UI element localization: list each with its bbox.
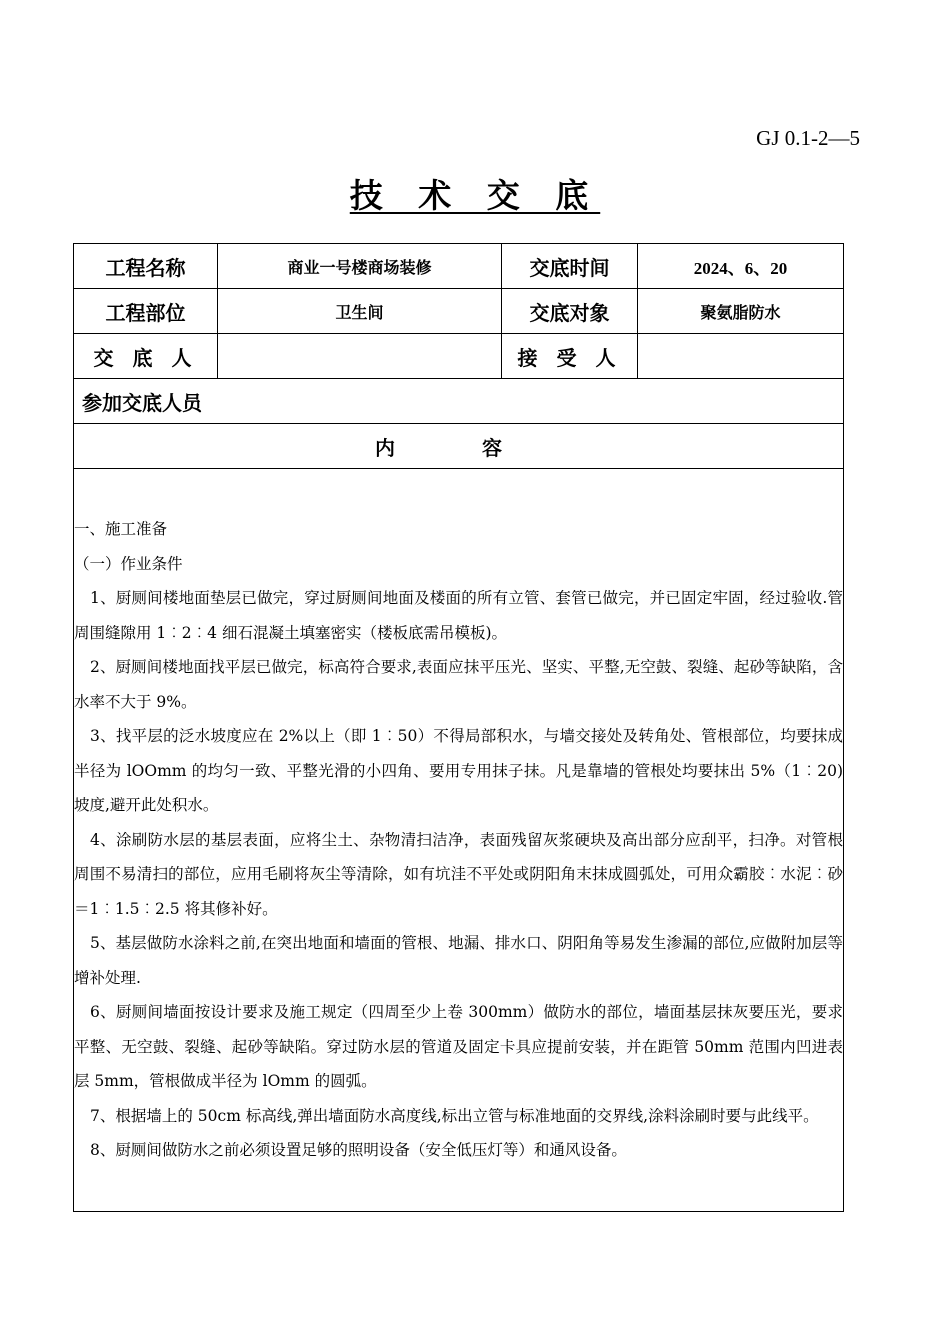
giver-value: [218, 334, 502, 379]
date-value: 2024、6、20: [638, 244, 844, 289]
disclosure-form: [73, 243, 844, 1212]
content-item: 8、厨厕间做防水之前必须设置足够的照明设备（安全低压灯等）和通风设备。: [90, 1141, 627, 1160]
content-body: [74, 469, 844, 1212]
part-value: 卫生间: [218, 289, 502, 334]
subsection-heading: （一）作业条件: [74, 554, 183, 573]
content-item: 1、厨厕间楼地面垫层已做完，穿过厨厕间地面及楼面的所有立管、套管已做完，并已固定牢固，经过验收.管周围缝隙用 1︰2︰4 细石混凝土填塞密实（楼板底需吊模板)。: [74, 589, 843, 642]
title-text: 技 术 交 底: [349, 176, 601, 215]
content-item: 6、厨厕间墙面按设计要求及施工规定（四周至少上卷 300mm）做防水的部位，墙面基层抹灰要压光，要求平整、无空鼓、裂缝、起砂等缺陷。穿过防水层的管道及固定卡具应提前安装，并在距管 50mm 范围内凹进表层 5mm，管根做成半径为 lOmm 的圆弧。: [74, 1003, 843, 1091]
section-heading: 一、施工准备: [74, 520, 168, 539]
part-label: 工程部位: [74, 289, 218, 334]
target-value: 聚氨脂防水: [638, 289, 844, 334]
receiver-label: 接 受 人: [502, 334, 638, 379]
content-item: 3、找平层的泛水坡度应在 2%以上（即 1︰50）不得局部积水，与墙交接处及转角处、管根部位，均要抹成半径为 lOOmm 的均匀一致、平整光滑的小四角、要用专用抹子抹。凡是靠墙的管根处均要抹出 5%（1︰20)坡度,避开此处积水。: [74, 727, 843, 815]
content-item: 2、厨厕间楼地面找平层已做完，标高符合要求,表面应抹平压光、坚实、平整,无空鼓、裂缝、起砂等缺陷，含水率不大于 9%。: [74, 658, 843, 711]
giver-label: 交 底 人: [74, 334, 218, 379]
project-name-value: 商业一号楼商场装修: [218, 244, 502, 289]
attendees-label: 参加交底人员: [74, 379, 844, 424]
project-name-label: 工程名称: [74, 244, 218, 289]
document-code: GJ 0.1-2—5: [756, 126, 860, 150]
target-label: 交底对象: [502, 289, 638, 334]
page-title: [0, 170, 950, 217]
receiver-value: [638, 334, 844, 379]
content-heading: 内 容: [74, 424, 844, 469]
content-item: 4、涂刷防水层的基层表面，应将尘土、杂物清扫洁净，表面残留灰浆硬块及高出部分应刮平，扫净。对管根周围不易清扫的部位，应用毛刷将灰尘等清除，如有坑洼不平处或阴阳角末抹成圆弧处，可用众霸胶︰水泥︰砂＝1︰1.5︰2.5 将其修补好。: [74, 830, 843, 918]
content-item: 7、根据墙上的 50cm 标高线,弹出墙面防水高度线,标出立管与标准地面的交界线,涂料涂刷时要与此线平。: [90, 1106, 819, 1125]
content-item: 5、基层做防水涂料之前,在突出地面和墙面的管根、地漏、排水口、阴阳角等易发生渗漏的部位,应做附加层等增补处理.: [74, 934, 843, 987]
date-label: 交底时间: [502, 244, 638, 289]
